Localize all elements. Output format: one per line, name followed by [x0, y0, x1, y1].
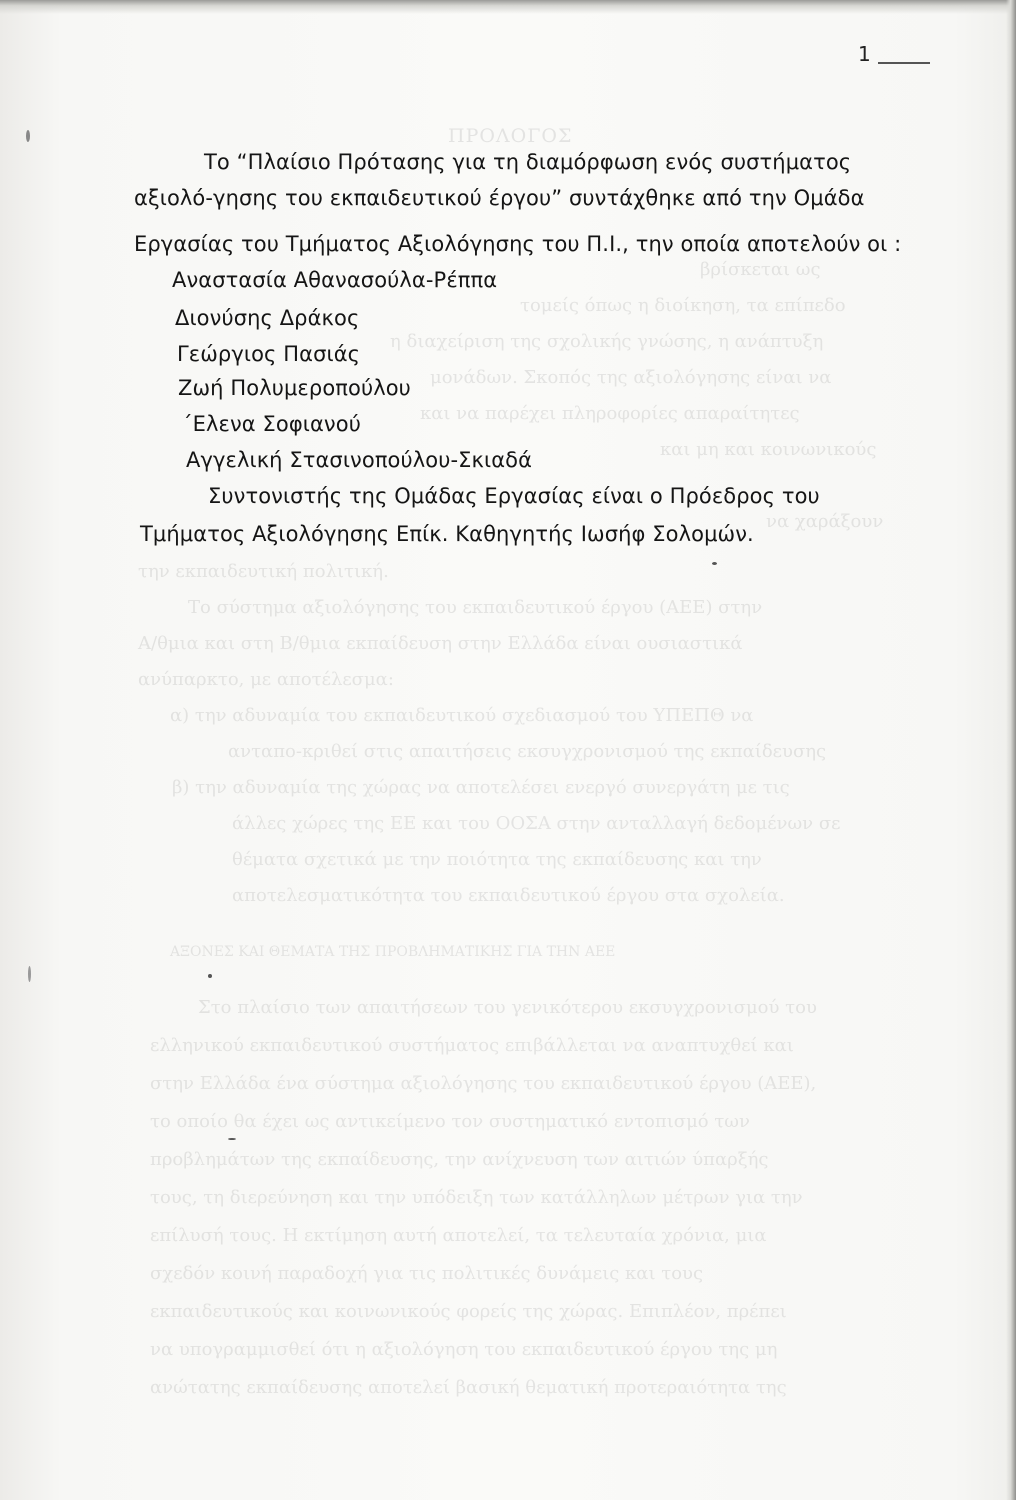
bleed-line: βρίσκεται ως — [700, 259, 821, 280]
member-name: Αναστασία Αθανασούλα-Ρέππα — [172, 268, 498, 292]
intro-line: Εργασίας του Τμήματος Αξιολόγησης του Π.Ι., την οποία αποτελούν οι : — [134, 232, 902, 256]
bleed-line: β) την αδυναμία της χώρας να αποτελέσει ενεργό συνεργάτη με τις — [172, 777, 790, 798]
scan-speck — [228, 1138, 236, 1140]
scan-top-edge — [0, 0, 1016, 14]
bleed-line: το οποίο θα έχει ως αντικείμενο τον συστηματικό εντοπισμό των — [150, 1111, 750, 1132]
member-name: Ζωή Πολυμεροπούλου — [178, 376, 411, 400]
scan-speck — [712, 562, 717, 565]
bleed-line: στην Ελλάδα ένα σύστημα αξιολόγησης του εκπαιδευτικού έργου (ΑΕΕ), — [150, 1073, 817, 1094]
bleed-line: η διαχείριση της σχολικής γνώσης, η ανάπτυξη — [390, 331, 824, 352]
bleed-line: μονάδων. Σκοπός της αξιολόγησης είναι να — [430, 367, 832, 388]
bleed-line: ΑΞΟΝΕΣ ΚΑΙ ΘΕΜΑΤΑ ΤΗΣ ΠΡΟΒΛΗΜΑΤΙΚΗΣ ΓΙΑ ΤΗΝ ΑΕΕ — [170, 944, 616, 960]
bleed-line: τομείς όπως η διοίκηση, τα επίπεδο — [520, 295, 846, 316]
scan-speck — [28, 966, 31, 982]
bleed-line: προβλημάτων της εκπαίδευσης, την ανίχνευση των αιτιών ύπαρξής — [150, 1149, 769, 1170]
bleed-line: την εκπαιδευτική πολιτική. — [138, 561, 389, 582]
bleed-line: και μη και κοινωνικούς — [660, 439, 877, 460]
bleed-line: ανταπο-κριθεί στις απαιτήσεις εκσυγχρονισμού της εκπαίδευσης — [228, 741, 827, 762]
bleed-line: σχεδόν κοινή παραδοχή για τις πολιτικές δυνάμεις και τους — [150, 1263, 704, 1284]
bleed-line: να χαράξουν — [766, 511, 884, 532]
bleed-line: άλλες χώρες της ΕΕ και του ΟΟΣΑ στην ανταλλαγή δεδομένων σε — [232, 813, 841, 834]
bleed-line: α) την αδυναμία του εκπαιδευτικού σχεδιασμού του ΥΠΕΠΘ να — [170, 705, 754, 726]
bleed-line: Στο πλαίσιο των απαιτήσεων του γενικότερου εκσυγχρονισμού του — [198, 997, 817, 1018]
page-number: 1 — [858, 42, 871, 66]
bleed-line: και να παρέχει πληροφορίες απαραίτητες — [420, 403, 800, 424]
scan-speck — [26, 130, 30, 142]
bleed-line: ανώτατης εκπαίδευσης αποτελεί βασική θεματική προτεραιότητα της — [150, 1377, 787, 1398]
bleed-line: θέματα σχετικά με την ποιότητα της εκπαίδευσης και την — [232, 849, 762, 870]
intro-line: Το “Πλαίσιο Πρότασης για τη διαμόρφωση ενός συστήματος — [204, 150, 852, 174]
page-number-underline — [878, 62, 930, 64]
closing-line: Τμήματος Αξιολόγησης Επίκ. Καθηγητής Ιωσήφ Σολομών. — [140, 522, 754, 546]
bleed-line: επίλυσή τους. Η εκτίμηση αυτή αποτελεί, τα τελευταία χρόνια, μια — [150, 1225, 767, 1246]
bleed-line: ελληνικού εκπαιδευτικού συστήματος επιβάλλεται να αναπτυχθεί και — [150, 1035, 794, 1056]
bleed-line: αποτελεσματικότητα του εκπαιδευτικού έργου στα σχολεία. — [232, 885, 785, 906]
intro-line: αξιολό-γησης του εκπαιδευτικού έργου” συντάχθηκε από την Ομάδα — [134, 186, 865, 210]
member-name: Αγγελική Στασινοπούλου-Σκιαδά — [186, 448, 533, 472]
bleed-line: ανύπαρκτο, με αποτέλεσμα: — [138, 669, 394, 690]
bleed-line: εκπαιδευτικούς και κοινωνικούς φορείς της χώρας. Επιπλέον, πρέπει — [150, 1301, 787, 1322]
closing-line: Συντονιστής της Ομάδας Εργασίας είναι ο Πρόεδρος του — [208, 484, 820, 508]
member-name: Διονύσης Δράκος — [175, 306, 360, 330]
bleed-line: Το σύστημα αξιολόγησης του εκπαιδευτικού έργου (ΑΕΕ) στην — [188, 597, 763, 618]
bleed-title: ΠΡΟΛΟΓΟΣ — [448, 125, 573, 147]
scan-right-edge — [1006, 0, 1016, 1500]
member-name: Γεώργιος Πασιάς — [177, 342, 361, 366]
bleed-line: Α/θμια και στη Β/θμια εκπαίδευση στην Ελλάδα είναι ουσιαστικά — [138, 633, 743, 654]
bleed-line: να υπογραμμισθεί ότι η αξιολόγηση του εκπαιδευτικού έργου της μη — [150, 1339, 778, 1360]
scan-speck — [208, 974, 212, 978]
bleed-line: τους, τη διερεύνηση και την υπόδειξη των κατάλληλων μέτρων για την — [150, 1187, 803, 1208]
member-name: ΄Ελενα Σοφιανού — [182, 412, 361, 436]
